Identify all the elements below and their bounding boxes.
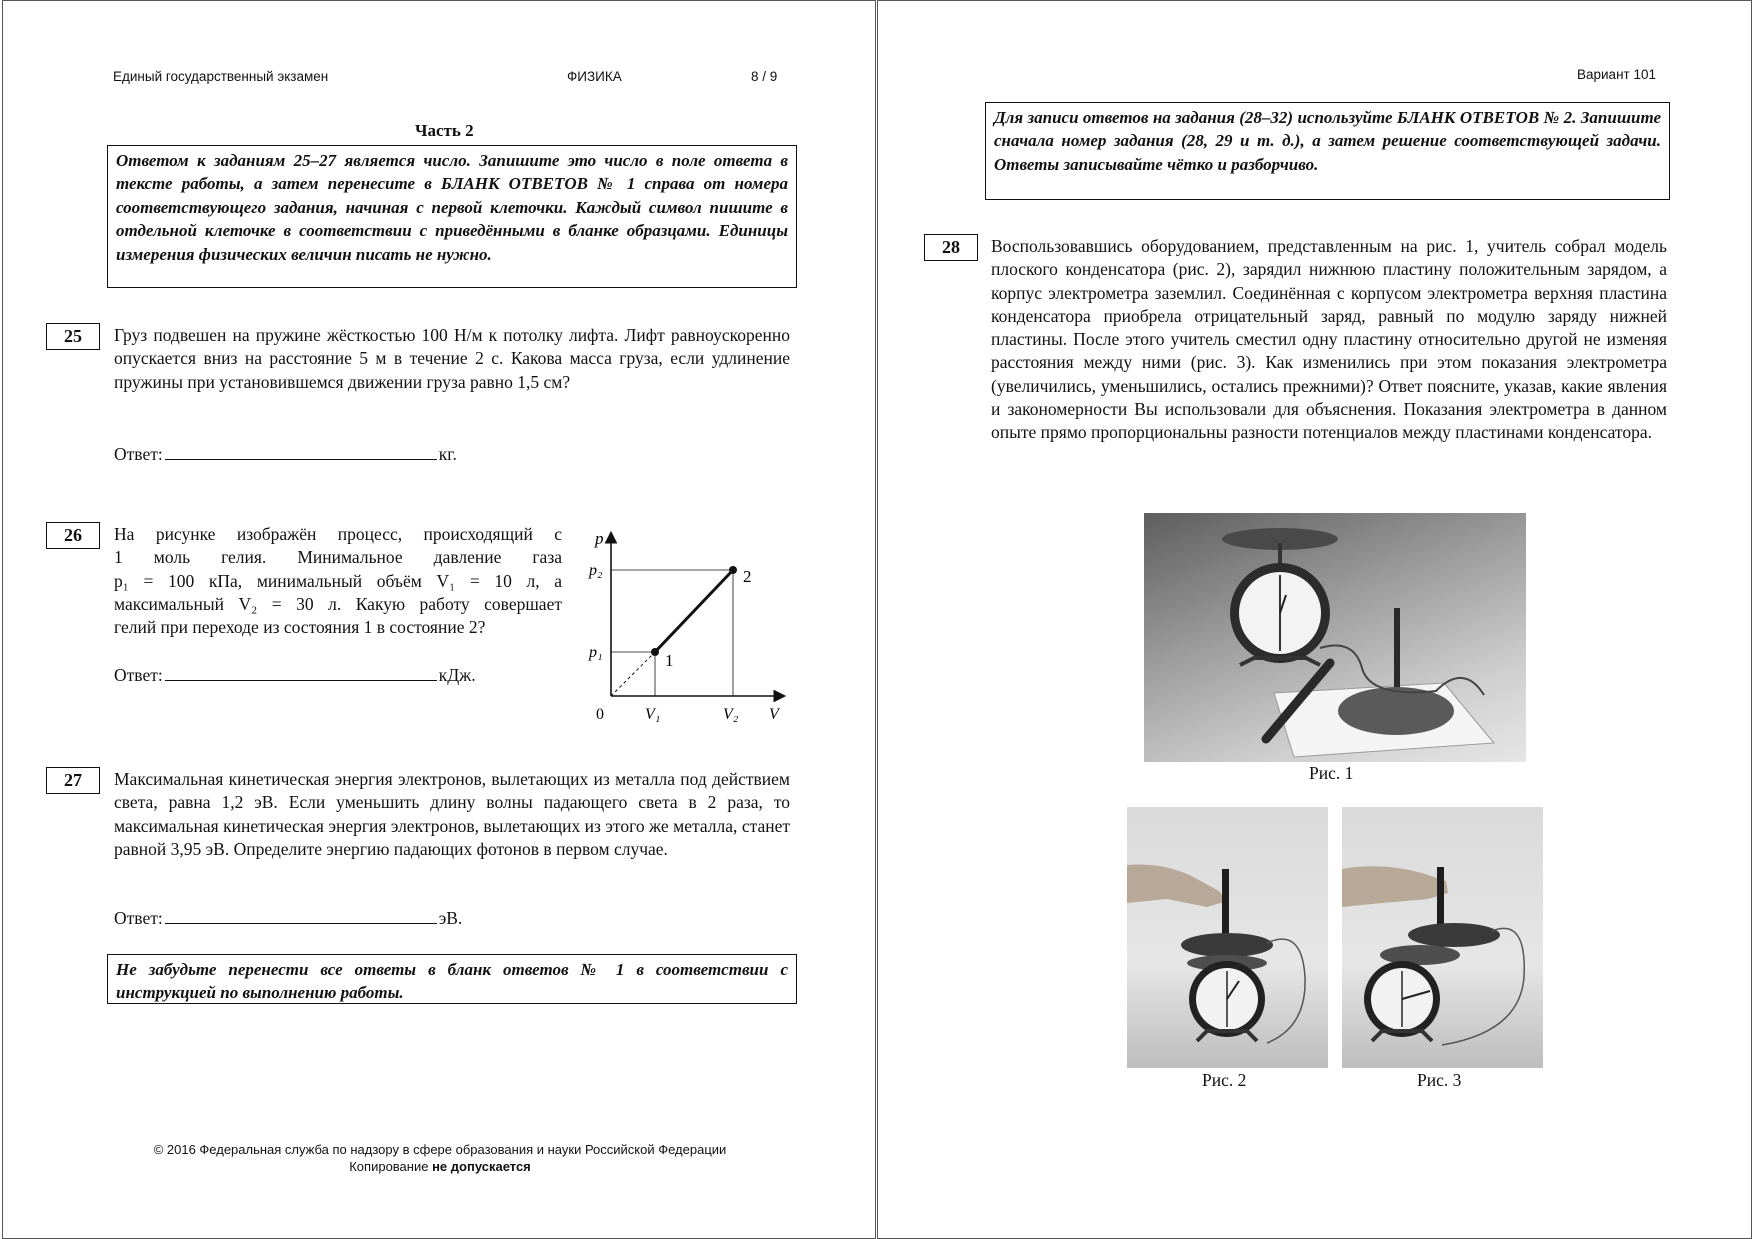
question-text-26 — [114, 523, 562, 639]
answer-label: Ответ: — [114, 908, 163, 928]
origin-label: 0 — [596, 706, 604, 723]
p1-label: p₁ — [589, 644, 603, 661]
part2-answer-instructions: Для записи ответов на задания (28–32) используйте БЛАНК ОТВЕТОВ № 2. Запишите сначала номер задания (28, 29 и т. д.), а затем решение соответствующей задачи. Ответы записывайте чётко и разборчиво. — [985, 102, 1670, 200]
fig3-illustration — [1342, 807, 1543, 1068]
variant-label: Вариант 101 — [1577, 67, 1656, 82]
part2-instructions: Ответом к заданиям 25–27 является число. Запишите это число в поле ответа в тексте работы, а затем перенесите в БЛАНК ОТВЕТОВ № 1 справа от номера соответствующего задания, начиная с первой клеточки. Каждый символ пишите в отдельной клеточке в соответствии с приведёнными в бланке образцами. Единицы измерения физических величин писать не нужно. — [107, 145, 797, 288]
question-text-28: Воспользовавшись оборудованием, представленным на рис. 1, учитель собрал модель плоского конденсатора (рис. 2), зарядил нижнюю пластину положительным зарядом, а корпус электрометра заземлил. Соединённая с корпусом электрометра верхняя пластина конденсатора приобрела отрицательный заряд, равный по модулю заряду нижней пластины. После этого учитель сместил одну пластину относительно другой не изменяя расстояния между ними (рис. 3). Как изменились при этом показания электрометра (увеличились, уменьшились, остались прежними)? Ответ поясните, указав, какие явления и закономерности Вы использовали для объяснения. Показания электрометра в данном опыте прямо пропорциональны разности потенциалов между пластинами конденсатора. — [991, 236, 1667, 443]
extrapolation-line — [611, 652, 655, 696]
v-axis-label: V — [769, 706, 779, 723]
answer-unit: кг. — [438, 444, 457, 464]
q26-line-4: максимальный V₂ = 30 л. Какую работу совершает — [114, 593, 562, 614]
state-2-point — [729, 566, 737, 574]
q26-line-1: На рисунке изображён процесс, происходящий с — [114, 524, 562, 544]
q26-line-5: гелий при переходе из состояния 1 в состояние 2? — [114, 617, 486, 638]
question-number-27: 27 — [46, 767, 100, 794]
state-1-point — [651, 648, 659, 656]
v1-label: V₁ — [645, 706, 661, 723]
copyright-line: © 2016 Федеральная служба по надзору в сфере образования и науки Российской Федерации — [153, 1142, 727, 1157]
copying-notice — [3, 1158, 877, 1175]
answer-line[interactable] — [165, 445, 437, 460]
answer-line[interactable] — [165, 666, 437, 681]
copying-bold: не допускается — [432, 1159, 531, 1174]
copyright-footer — [3, 1141, 877, 1175]
exam-title: Единый государственный экзамен — [113, 69, 329, 84]
question-number-25: 25 — [46, 323, 100, 350]
question-number-26: 26 — [46, 522, 100, 549]
fig2-illustration — [1127, 807, 1328, 1068]
right-page — [877, 0, 1752, 1239]
q26-line-2: 1 моль гелия. Минимальное давление газа — [114, 547, 562, 568]
p-axis-label: p — [595, 529, 604, 548]
figure-1-caption: Рис. 1 — [1309, 763, 1354, 783]
question-number-28: 28 — [924, 234, 978, 261]
answer-field-25[interactable] — [114, 444, 457, 465]
electrometer-illustration — [1144, 513, 1526, 762]
figure-3-caption: Рис. 3 — [1417, 1070, 1462, 1090]
answer-field-26[interactable] — [114, 665, 476, 686]
answer-field-27[interactable] — [114, 908, 462, 929]
v2-label: V₂ — [723, 706, 739, 723]
figure-3-photo — [1342, 807, 1543, 1068]
page-number: 8 / 9 — [751, 69, 778, 84]
copying-prefix: Копирование — [349, 1159, 433, 1174]
question-text-27: Максимальная кинетическая энергия электронов, вылетающих из металла под действием света, равна 1,2 эВ. Если уменьшить длину волны падающего света в 2 раза, то максимальная кинетическая энергия электронов, вылетающих из этого же металла, станет равной 3,95 эВ. Определите энергию падающих фотонов в первом случае. — [114, 769, 790, 859]
answer-label: Ответ: — [114, 665, 163, 685]
answer-unit: эВ. — [438, 908, 463, 928]
process-line — [655, 570, 733, 652]
pv-graph — [583, 528, 791, 728]
part-title: Часть 2 — [415, 121, 474, 140]
reminder-box: Не забудьте перенести все ответы в бланк ответов № 1 в соответствии с инструкцией по выполнению работы. — [107, 954, 797, 1004]
state-2-label: 2 — [743, 567, 752, 586]
answer-line[interactable] — [165, 909, 437, 924]
question-text-25: Груз подвешен на пружине жёсткостью 100 Н/м к потолку лифта. Лифт равноускоренно опускается вниз на расстояние 5 м в течение 2 с. Какова масса груза, если удлинение пружины при установившемся движении груза равно 1,5 см? — [114, 325, 790, 392]
answer-label: Ответ: — [114, 444, 163, 464]
subject-title: ФИЗИКА — [567, 69, 622, 84]
p2-label: p₂ — [589, 562, 603, 579]
answer-unit: кДж. — [438, 665, 476, 685]
figure-1-photo — [1144, 513, 1526, 762]
figure-2-photo — [1127, 807, 1328, 1068]
left-page — [2, 0, 876, 1239]
q26-line-3: p₁ = 100 кПа, минимальный объём V₁ = 10 л, а — [114, 570, 562, 591]
figure-2-caption: Рис. 2 — [1202, 1070, 1247, 1090]
state-1-label: 1 — [665, 651, 674, 670]
